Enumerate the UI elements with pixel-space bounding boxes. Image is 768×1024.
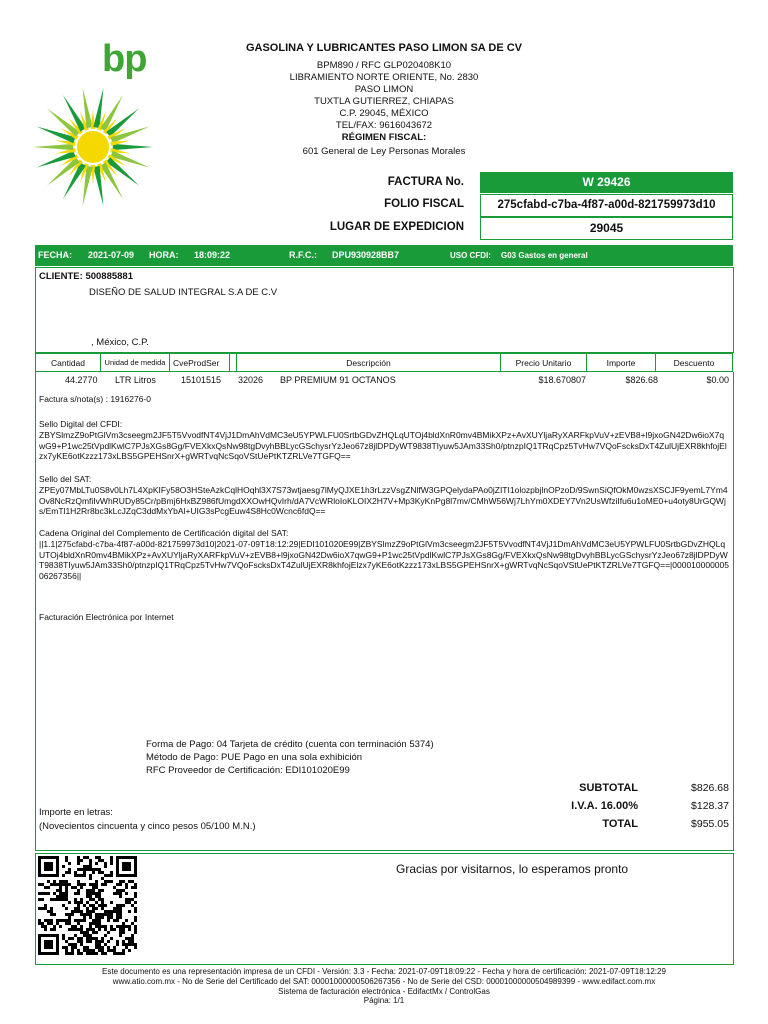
qr-box — [35, 853, 734, 965]
col-cveprodser: CveProdSer — [170, 354, 230, 372]
rfc-proveedor: RFC Proveedor de Certificación: EDI101020E99 — [146, 765, 350, 776]
regime-label: RÉGIMEN FISCAL: — [341, 132, 427, 143]
issuer-line: BPM890 / RFC GLP020408K10 — [316, 60, 452, 71]
client-name: DISEÑO DE SALUD INTEGRAL S.A DE C.V — [89, 287, 278, 298]
col-precio: Precio Unitario — [501, 354, 587, 372]
iva-value: $128.37 — [691, 800, 729, 812]
client-box — [35, 267, 734, 353]
cell-importe: $826.68 — [625, 375, 658, 385]
subtotal-label: SUBTOTAL — [579, 782, 638, 794]
cell-codigo: 32026 — [238, 375, 264, 385]
cell-descripcion: BP PREMIUM 91 OCTANOS — [280, 375, 396, 385]
cadena-label: Cadena Original del Complemento de Certificación digital del SAT: — [39, 528, 289, 538]
facturacion-text: Facturación Electrónica por Internet — [39, 612, 174, 622]
payment-block — [146, 738, 434, 777]
qr-code-icon — [36, 854, 142, 962]
forma-pago: Forma de Pago: 04 Tarjeta de crédito (cuenta con terminación 5374) — [146, 739, 434, 750]
metodo-pago: Método de Pago: PUE Pago en una sola exhibición — [146, 752, 363, 763]
details-box — [35, 372, 734, 851]
sello-cfdi-value: ZBYSlmzZ9oPtGlVm3cseegm2JF5T5VvodfNT4VjJ1DmAhVdMC3eU5YPWLFU0SrtbGDvZHQLqUTOj4bldXnR0mv4BMikXPz+AvXUYljaRyXARFkpVuV+zEVB8+l9jxoGN42Dw6ioX7qwG9+P1wc25tVpdlKwlC7PJsXGs8Gg/FVEXkxQsNw98tgDvyhBBLycGSchysrYzJeo67z8jlDPDyWT9838TIyuw5JAm33Sh0/ptnzpIQ1TRqCpz5TvHw7VQoFscksDxT4ZulUjEXR8khfojElzx7yKE6otKzzz173xLBS5GPEHSnrX+gWRTvqNcSqoVStUePtKTZRLVe7TGFQ== — [39, 430, 727, 461]
bp-logo-text: bp — [102, 38, 147, 80]
issuer-line: TEL/FAX: 9616043672 — [335, 120, 433, 131]
folio-label: FOLIO FISCAL — [384, 198, 464, 210]
issuer-line: LIBRAMIENTO NORTE ORIENTE, No. 2830 — [289, 72, 479, 83]
issuer-name: GASOLINA Y LUBRICANTES PASO LIMON SA DE CV — [245, 42, 523, 54]
col-unidad: Unidad de medida — [101, 354, 170, 372]
sello-sat-label: Sello del SAT: — [39, 474, 92, 484]
footer-line: www.atio.com.mx - No de Serie del Certificado del SAT: 00001000000506267356 - No de Serie del CSD: 00001000000504989399 - www.edifact.com.mx — [112, 976, 656, 986]
lugar-value: 29045 — [480, 217, 733, 240]
footer-line: Este documento es una representación impresa de un CFDI - Versión: 3.3 - Fecha: 2021-07-09T18:09:22 - Fecha y hora de certificación: 2021-07-09T18:12:29 — [102, 967, 666, 976]
client-address: , México, C.P. — [91, 337, 149, 348]
rfc-label: R.F.C.: — [289, 250, 317, 260]
items-header-row — [36, 354, 733, 372]
total-label: TOTAL — [602, 818, 638, 830]
col-spacer — [230, 354, 237, 372]
issuer-block — [200, 42, 568, 158]
hora-value: 18:09:22 — [194, 250, 231, 260]
col-cantidad: Cantidad — [36, 354, 101, 372]
footer-line: Página: 1/1 — [363, 996, 405, 1006]
col-descripcion: Descripción — [237, 354, 501, 372]
uso-label: USO CFDI: — [450, 251, 491, 260]
info-bar — [35, 245, 733, 266]
fecha-value: 2021-07-09 — [88, 250, 135, 260]
issuer-line: PASO LIMON — [354, 84, 414, 95]
rfc-value: DPU930928BB7 — [332, 250, 400, 260]
cell-precio: $18.670807 — [538, 375, 586, 385]
lugar-label: LUGAR DE EXPEDICION — [329, 221, 464, 233]
bp-logo — [30, 40, 160, 210]
subtotal-value: $826.68 — [691, 782, 729, 794]
regime-value: 601 General de Ley Personas Morales — [302, 146, 466, 157]
col-importe: Importe — [587, 354, 656, 372]
letras-label: Importe en letras: — [39, 807, 113, 818]
factura-notas: Factura s/nota(s) : 1916276-0 — [39, 394, 151, 404]
client-label: CLIENTE: 500885881 — [39, 271, 133, 282]
cell-descuento: $0.00 — [706, 375, 729, 385]
uso-value: G03 Gastos en general — [501, 251, 588, 260]
thanks-text: Gracias por visitarnos, lo esperamos pronto — [396, 862, 629, 876]
total-value: $955.05 — [691, 818, 729, 830]
cell-cveprodser: 15101515 — [181, 375, 222, 385]
letras-value: (Novecientos cincuenta y cinco pesos 05/100 M.N.) — [39, 821, 256, 832]
sello-cfdi-label: Sello Digital del CFDI: — [39, 419, 123, 429]
hora-label: HORA: — [149, 250, 179, 260]
issuer-line: C.P. 29045, MÉXICO — [339, 108, 429, 119]
cadena-value: ||1.1|275cfabd-c7ba-4f87-a00d-821759973d10|2021-07-09T18:12:29|EDI101020E99|ZBYSlmzZ9oPtGlVm3cseegm2JF5T5VvodfNT4VjJ1DmAhVdMC3eU5YPWLFU0SrtbGDvZHQLqUTOj4bldXnR0mv4BMikXPz+AvXUYljaRyXARFkpVuV+zEVB8+l9jxoGN42Dw6ioX7qwG9+P1wc25tVpdlKwlC7PJsXGs8Gg/FVEXkxQsNw98tgDvyhBBLycGSchysrYzJeo67z8jlDPDyWT9838TIyuw5JAm33Sh0/ptnzpIQ1TRqCpz5TvHw7VQoFscksDxT4ZulUjEXR8khfojElzx7yKE6otKzzz173xLBS5GPEHSnrX+gWRTvqNcSqoVStUePtKTZRLVe7TGFQ==|00001000000506267356|| — [39, 539, 729, 581]
col-descuento: Descuento — [656, 354, 733, 372]
fecha-label: FECHA: — [38, 250, 72, 260]
footer — [0, 967, 768, 1006]
iva-label: I.V.A. 16.00% — [571, 800, 638, 812]
issuer-line: TUXTLA GUTIERREZ, CHIAPAS — [314, 96, 454, 107]
folio-value: 275cfabd-c7ba-4f87-a00d-821759973d10 — [480, 194, 733, 217]
sello-sat-value: ZPEy07MbLTu0S8v0Lh7L4XpKIFy58O3HSteAzkCqlHOqhl3X7S73wtjaesg7lMyQJXE1h3rLzzVsgZNlfW3GPQelydaPAo0jZITI1olozpbjlnOPzoD/9SwnSiQfOkM0wzsXSCJF9yemL7Ym4Ov8NcRzQmfiIvWhRUDy85Cr/pBmj6HxBZ986fUmgdXXOwHQvIrh/dA7VcWRloIoKLOIX2H7V+Mp3KyKnPg8l7mv/CMhW56Wj7LhYm0XDEY7Vn2UsWfziIfu6u1oME0+u4oty8UrGQWjs/EmTl1H2Rr8bc3kLcJZqC3ddMxYbAl+UIG3sPcgEuw4S8Hc0Wcnc6fdQ== — [39, 485, 728, 516]
factura-label: FACTURA No. — [387, 176, 464, 188]
factura-number: W 29426 — [480, 172, 733, 193]
helios-icon — [28, 82, 158, 212]
cell-cantidad: 44.2770 — [65, 375, 98, 385]
cell-unidad: LTR Litros — [115, 375, 156, 385]
footer-line: Sistema de facturación electrónica - EdifactMx / ControlGas — [278, 986, 490, 996]
